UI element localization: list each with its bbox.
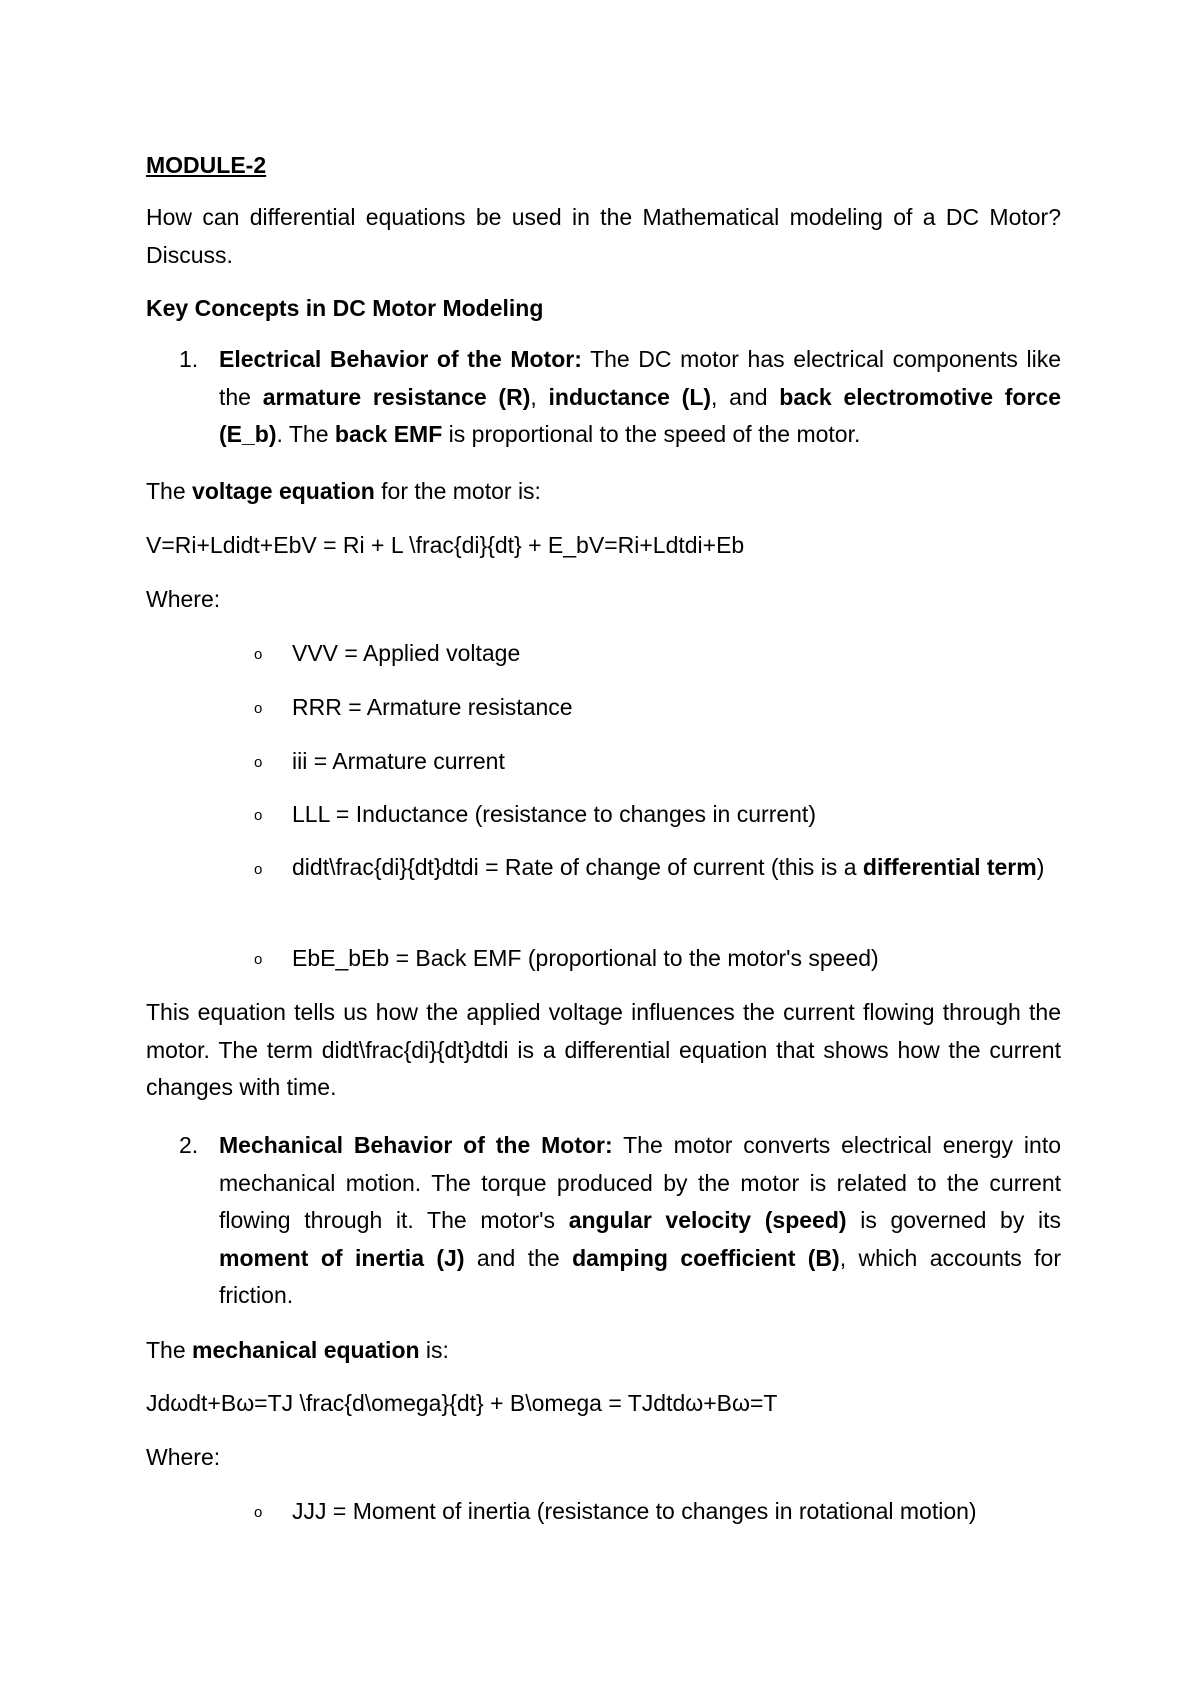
bold-term: back electromotive force (E_b) [219,383,1062,447]
mechanical-behavior-paragraph [219,1127,1061,1315]
page-title: MODULE-2 [146,152,267,178]
list-item [292,849,1061,887]
explanation-paragraph: This equation tells us how the applied voltage influences the current flowing through the motor. The term didt\frac{di}{dt}dtdi is a differential equation that shows how the current changes with time. [146,999,1061,1100]
where-label: Where: [146,1444,221,1470]
voltage-equation: V=Ri+Ldidt+EbV = Ri + L \frac{di}{dt} + E_bV=Ri+Ldtdi+Eb [146,532,745,558]
item-lead: Electrical Behavior of the Motor: [219,346,582,372]
text-run: . The [276,421,335,447]
bold-term: moment of inertia (J) [219,1244,465,1271]
list-number: 1. [179,346,199,372]
list-bullet: o [254,1504,263,1521]
text-run: The [146,478,193,504]
section-heading: Key Concepts in DC Motor Modeling [146,295,544,321]
text-run: and the [464,1244,573,1271]
list-bullet: o [254,807,263,824]
voltage-intro [146,476,541,506]
list-bullet: o [254,951,263,968]
text-run: , [530,383,549,410]
text-run: The DC motor has electrical components like the [219,346,1061,410]
text-run: is proportional to the speed of the motor. [442,421,861,447]
question-text: How can differential equations be used in the Mathematical modeling of a DC Motor? Discuss. [146,204,1061,268]
list-number: 2. [179,1132,199,1158]
list-item: VVV = Applied voltage [292,640,521,666]
text-run: , which accounts for friction. [219,1244,1061,1308]
bold-term: angular velocity (speed) [568,1207,847,1233]
bold-term: inductance (L) [548,383,712,410]
text-run: didt\frac{di}{dt}dtdi = Rate of change of current (this is a [292,854,863,880]
bold-term: armature resistance (R) [262,383,531,410]
text-run: The [146,1337,193,1363]
text-run: is governed by its [846,1207,1061,1233]
list-item: EbE_bEb = Back EMF (proportional to the motor's speed) [292,945,879,971]
list-item: iii = Armature current [292,748,505,774]
mechanical-equation: Jdωdt+Bω=TJ \frac{d\omega}{dt} + B\omega = TJdtdω+Bω=T [146,1390,778,1416]
list-item: RRR = Armature resistance [292,694,573,720]
list-bullet: o [254,754,263,771]
text-run: The motor converts electrical energy into mechanical motion. The torque produced by the motor is related to the current flowing through it. The motor's [219,1132,1061,1233]
bold-term: voltage equation [192,478,375,504]
text-run: is: [419,1337,449,1363]
text-run: , and [711,383,780,410]
bold-term: damping coefficient (B) [572,1244,840,1271]
list-item: LLL = Inductance (resistance to changes in current) [292,801,816,827]
list-bullet: o [254,646,263,663]
list-bullet: o [254,861,263,878]
bold-term: differential term [862,854,1037,880]
list-bullet: o [254,700,263,717]
text-run: for the motor is: [374,478,541,504]
item-lead: Mechanical Behavior of the Motor: [219,1132,613,1158]
mechanical-intro [146,1335,449,1365]
list-item: JJJ = Moment of inertia (resistance to changes in rotational motion) [292,1498,977,1524]
text-run: ) [1036,854,1045,880]
where-label: Where: [146,586,221,612]
bold-term: back EMF [334,421,443,447]
bold-term: mechanical equation [192,1337,420,1363]
electrical-behavior-paragraph [219,341,1061,454]
